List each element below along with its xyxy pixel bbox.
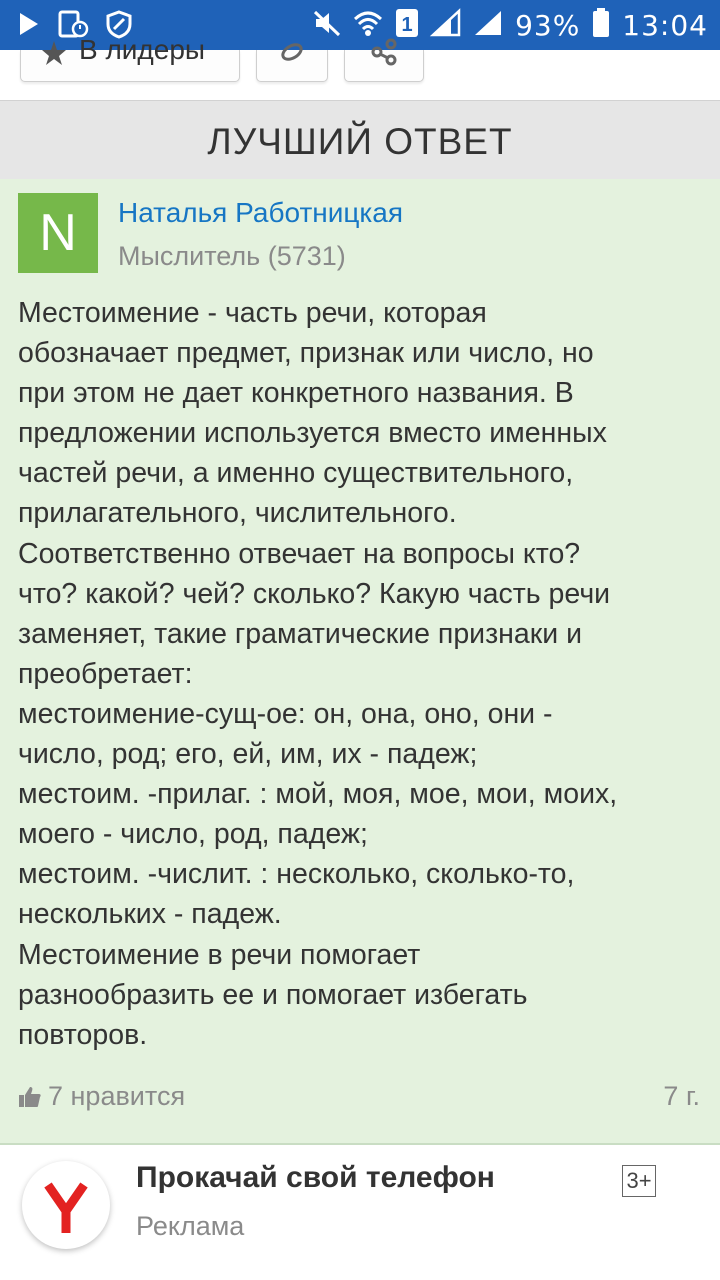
likes-count: 7 нравится xyxy=(48,1081,186,1111)
like-button[interactable] xyxy=(18,1081,185,1112)
share-button[interactable] xyxy=(344,50,424,82)
clock: 13:04 xyxy=(622,9,708,42)
author-name-link[interactable]: Наталья Работницкая xyxy=(118,197,404,228)
leaders-button[interactable] xyxy=(20,34,240,82)
ad-banner[interactable] xyxy=(0,1145,720,1280)
star-icon xyxy=(41,40,67,66)
share-icon xyxy=(369,38,399,68)
play-icon xyxy=(18,11,40,42)
ad-label: Реклама xyxy=(136,1211,245,1241)
link-button[interactable] xyxy=(256,50,328,82)
sim-slot-label: 1 xyxy=(401,14,413,36)
ad-title[interactable]: Прокачай свой телефон xyxy=(136,1161,495,1194)
answer-age: 7 г. xyxy=(663,1081,700,1111)
battery-icon xyxy=(592,8,610,43)
answer-toolbar xyxy=(0,34,720,100)
age-rating-badge: 3+ xyxy=(622,1165,656,1197)
answer-text: Местоимение - часть речи, которая обозначает предмет, признак или число, но при этом не дает конкретного названия. В предложении используется вместо именных частей речи, а именно существительного, прилагательного, числительного. Соответственно отвечает на вопросы кто? что? какой? чей? сколько? Какую часть речи заменяет, такие граматические признаки и преобретает: местоимение-сущ-ое: он, она, оно, они - число, род; его, ей, им, их - падеж; местоим. -прилаг. : мой, моя, мое, мои, моих, моего - число, род, падеж; местоим. -числит. : несколько, сколько-то, нескольких - падеж. Местоимение в речи помогает разнообразить ее и помогает избегать повторов. xyxy=(18,297,618,1051)
link-icon xyxy=(279,40,305,66)
best-answer-title: ЛУЧШИЙ ОТВЕТ xyxy=(207,121,513,162)
signal-icon xyxy=(431,9,461,42)
battery-percent: 93% xyxy=(515,9,581,42)
best-answer-card xyxy=(0,179,720,1145)
thumbs-up-icon xyxy=(18,1085,42,1109)
author-rank: Мыслитель (5731) xyxy=(118,241,346,271)
mute-icon xyxy=(313,9,341,42)
avatar[interactable]: N xyxy=(18,193,98,273)
signal-icon-2 xyxy=(473,9,503,42)
leaders-button-label: В лидеры xyxy=(79,34,206,65)
best-answer-header xyxy=(0,100,720,180)
yandex-logo xyxy=(22,1161,110,1249)
